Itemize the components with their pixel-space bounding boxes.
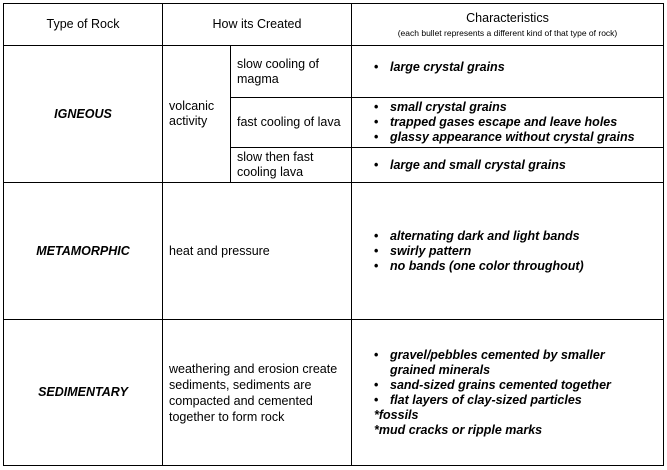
igneous-row-1	[4, 46, 664, 98]
igneous-name: IGNEOUS	[4, 46, 163, 183]
igneous-method-1: slow cooling of magma	[231, 46, 352, 98]
igneous-characteristics-3	[352, 148, 664, 183]
header-characteristics	[352, 4, 664, 46]
sedimentary-name: SEDIMENTARY	[4, 320, 163, 466]
list-item: • gravel/pebbles cemented by smaller grained minerals	[374, 348, 649, 378]
igneous-characteristics-1	[352, 46, 664, 98]
characteristics-note: (each bullet represents a different kind of that type of rock)	[397, 27, 618, 38]
header-type-of-rock: Type of Rock	[4, 4, 163, 46]
rock-types-table	[3, 3, 664, 466]
metamorphic-name: METAMORPHIC	[4, 183, 163, 320]
list-item: • large and small crystal grains	[374, 158, 649, 173]
igneous-method-2: fast cooling of lava	[231, 98, 352, 148]
characteristics-title: Characteristics	[466, 10, 549, 25]
list-item: • flat layers of clay-sized particles	[374, 393, 649, 408]
metamorphic-characteristics	[352, 183, 664, 320]
igneous-process: volcanic activity	[163, 46, 231, 183]
list-item: • large crystal grains	[374, 60, 649, 75]
sedimentary-row	[4, 320, 664, 466]
list-item: • small crystal grains	[374, 100, 649, 115]
metamorphic-process: heat and pressure	[163, 183, 352, 320]
metamorphic-row	[4, 183, 664, 320]
header-how-created: How its Created	[163, 4, 352, 46]
header-row	[4, 4, 664, 46]
list-item: • alternating dark and light bands	[374, 229, 649, 244]
sedimentary-note-mud-cracks: *mud cracks or ripple marks	[374, 422, 543, 437]
igneous-characteristics-2	[352, 98, 664, 148]
list-item: • trapped gases escape and leave holes	[374, 115, 649, 130]
list-item: • sand-sized grains cemented together	[374, 378, 649, 393]
list-item: • no bands (one color throughout)	[374, 259, 649, 274]
sedimentary-note-fossils: *fossils	[374, 407, 419, 422]
list-item: • swirly pattern	[374, 244, 649, 259]
list-item: • glassy appearance without crystal grains	[374, 130, 649, 145]
igneous-method-3: slow then fast cooling lava	[231, 148, 352, 183]
sedimentary-characteristics	[352, 320, 664, 466]
sedimentary-process: weathering and erosion create sediments, sediments are compacted and cemented together to form rock	[163, 320, 352, 466]
